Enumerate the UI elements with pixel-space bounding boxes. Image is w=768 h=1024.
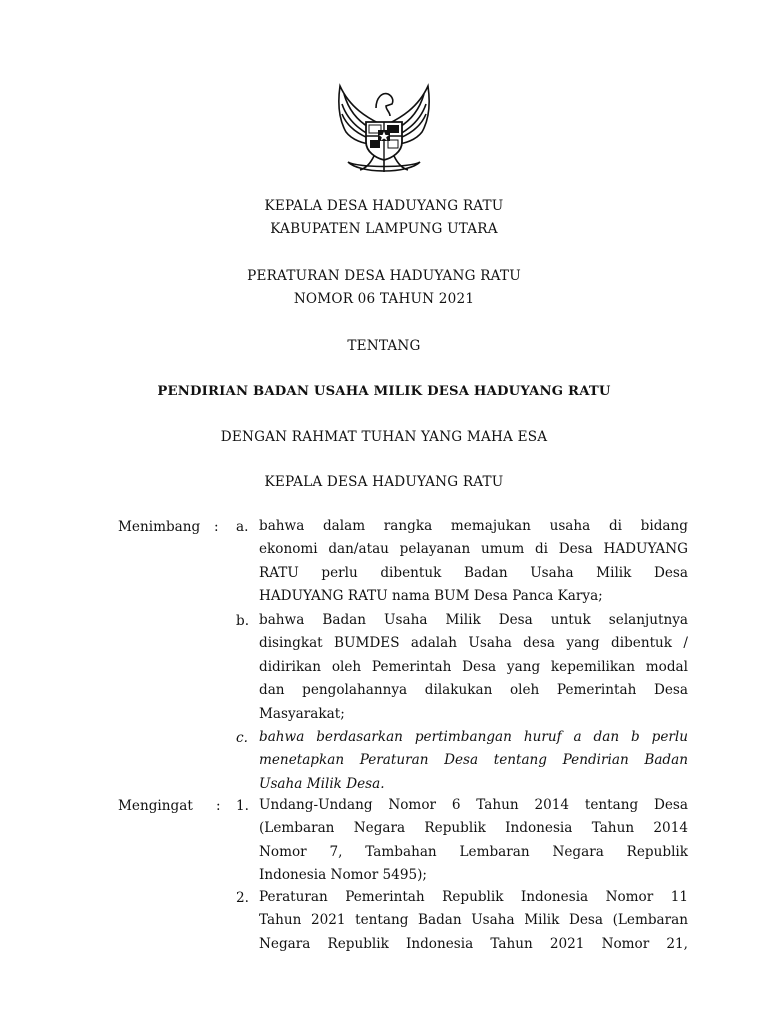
text-line: menetapkan Peraturan Desa tentang Pendirian Badan [259,752,688,769]
menimbang-colon: : [214,519,219,535]
text-line: Nomor 7, Tambahan Lembaran Negara Republik [259,843,688,860]
mengingat-colon: : [216,798,221,814]
text-line: Negara Republik Indonesia Tahun 2021 Nomor 21, [259,935,688,952]
text-line: RATU perlu dibentuk Badan Usaha Milik Desa [259,564,688,581]
blessing-line: DENGAN RAHMAT TUHAN YANG MAHA ESA [220,429,548,445]
item-marker-c: c. [236,730,248,746]
office-title: KEPALA DESA HADUYANG RATU [264,198,504,214]
item-marker-a: a. [236,519,249,535]
text-line: didirikan oleh Pemerintah Desa yang kepemilikan modal [259,658,688,675]
text-line: (Lembaran Negara Republik Indonesia Tahun 2014 [259,820,688,837]
text-line: Usaha Milik Desa. [259,775,385,792]
regulation-number: NOMOR 06 TAHUN 2021 [293,291,475,307]
text-line: disingkat BUMDES adalah Usaha desa yang dibentuk / [259,635,688,652]
menimbang-label: Menimbang [118,519,201,535]
mengingat-item-2 [259,886,688,956]
menimbang-item-b [259,609,688,726]
text-line: bahwa Badan Usaha Milik Desa untuk selanjutnya [259,612,688,628]
garuda-pancasila-emblem-icon [330,78,438,182]
text-line: Undang-Undang Nomor 6 Tahun 2014 tentang Desa [259,797,688,813]
mengingat-item-1 [259,794,688,888]
item-marker-b: b. [236,613,250,629]
item-marker-1: 1. [236,798,249,814]
text-line: Tahun 2021 tentang Badan Usaha Milik Desa (Lembaran [259,912,688,929]
text-line: HADUYANG RATU nama BUM Desa Panca Karya; [259,588,603,605]
text-line: bahwa dalam rangka memajukan usaha di bidang [259,518,688,534]
menimbang-item-c [259,726,688,796]
item-marker-2: 2. [236,890,249,906]
regulation-subject: PENDIRIAN BADAN USAHA MILIK DESA HADUYANG RATU [157,384,611,399]
text-line: dan pengolahannya dilakukan oleh Pemerintah Desa [259,682,688,699]
mengingat-label: Mengingat [118,798,193,814]
issuer-line: KEPALA DESA HADUYANG RATU [264,474,504,490]
regulation-title: PERATURAN DESA HADUYANG RATU [247,268,521,284]
menimbang-item-a [259,515,688,609]
text-line: ekonomi dan/atau pelayanan umum di Desa HADUYANG [259,541,688,558]
regency-title: KABUPATEN LAMPUNG UTARA [270,221,498,237]
text-line: Peraturan Pemerintah Republik Indonesia Nomor 11 [259,889,688,905]
text-line: Indonesia Nomor 5495); [259,867,428,884]
text-line: bahwa berdasarkan pertimbangan huruf a dan b perlu [259,729,688,745]
tentang-heading: TENTANG [347,338,421,354]
text-line: Masyarakat; [259,705,345,722]
